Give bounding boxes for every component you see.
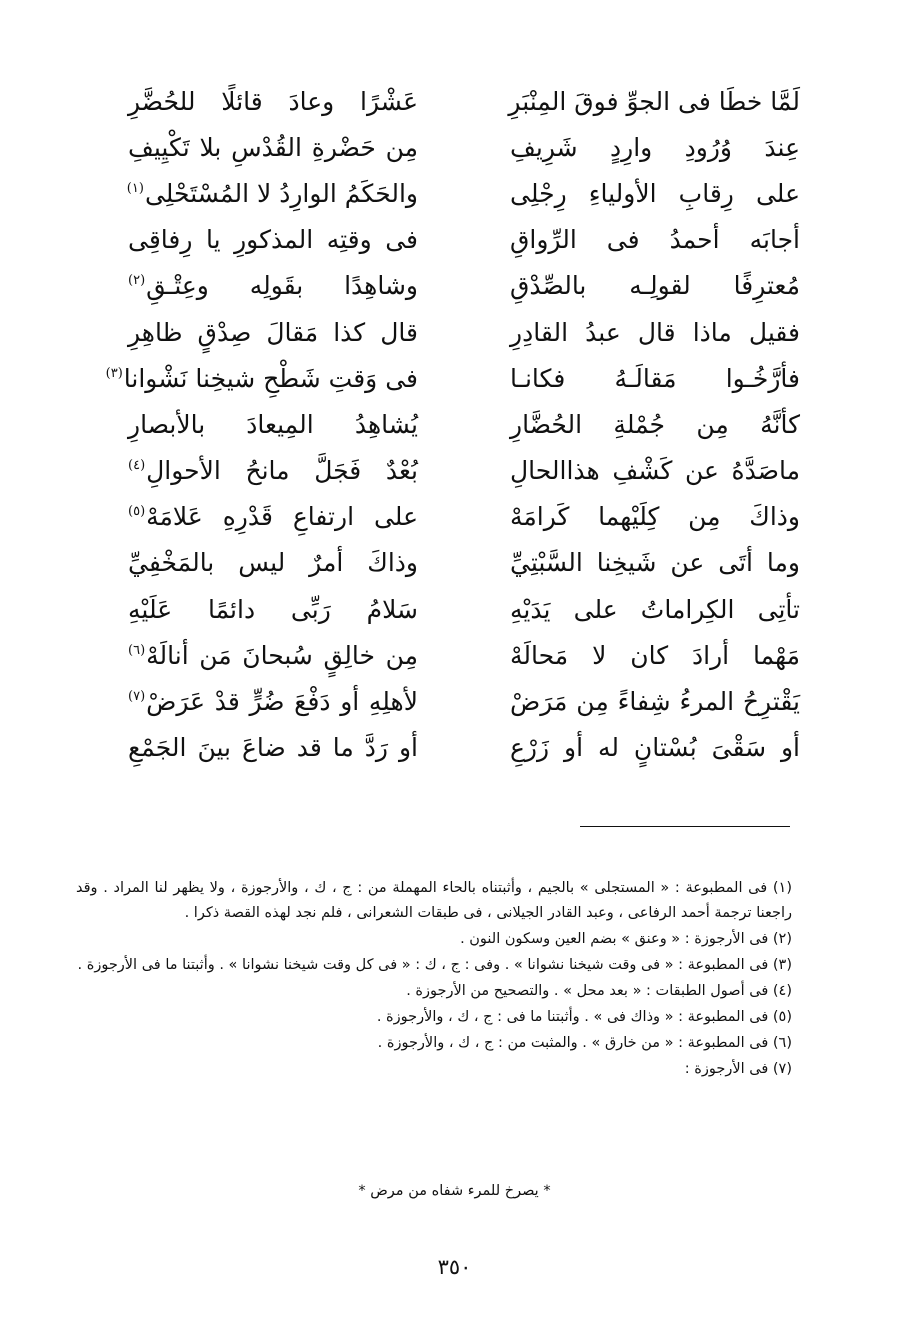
verse-second-text: بُعْدٌ فَجَلَّ مانحُ الأحوالِ bbox=[146, 456, 418, 486]
footnote-marker: (٦) bbox=[128, 642, 146, 658]
verse-first-hemistich: أو سَقْىَ بُسْتانٍ له أو زَرْعِ bbox=[510, 733, 800, 763]
verse-line bbox=[128, 217, 800, 263]
verse-second-hemistich bbox=[128, 132, 418, 162]
verse-second-text: على ارتفاعِ قَدْرِهِ عَلامَهْ bbox=[146, 502, 418, 532]
poem-verses bbox=[105, 78, 800, 771]
verse-second-text: لأهلِهِ أو دَفْعَ ضُرٍّ قدْ عَرَضْ bbox=[146, 687, 418, 717]
footnote-marker: (٣) bbox=[105, 365, 123, 381]
verse-second-hemistich bbox=[128, 225, 418, 255]
footnote-item: (٦) فى المطبوعة : « من خارق » . والمثبت من : ج ، ك ، والأرجوزة . bbox=[377, 1034, 792, 1051]
verse-line bbox=[128, 124, 800, 170]
footnote-verse-quote: * يصرخ للمرء شفاه من مرض * bbox=[358, 1183, 551, 1199]
verse-first-hemistich: مُعترِفًا لقولِـه بالصِّدْقِ bbox=[510, 271, 800, 301]
footnote-marker: (٧) bbox=[128, 689, 146, 705]
verse-line bbox=[128, 263, 800, 309]
footnote-item: (٢) فى الأرجوزة : « وعنق » بضم العين وسكون النون . bbox=[460, 930, 792, 947]
verse-second-text: يُشاهِدُ المِيعادَ بالأبصارِ bbox=[128, 409, 418, 439]
verse-second-hemistich bbox=[128, 733, 418, 763]
verse-second-hemistich bbox=[128, 317, 418, 347]
verse-first-hemistich: وذاكَ مِن كِلَيْهما كَرامَهْ bbox=[510, 502, 800, 532]
verse-second-text: وشاهِدًا بقَولِه وعِتْـقِ bbox=[146, 271, 418, 301]
verse-second-text: فى وَقتِ شَطْحِ شيخِنا نَشْوانا bbox=[123, 363, 418, 393]
verse-second-text: مِن خالِقٍ سُبحانَ مَن أنالَهْ bbox=[146, 640, 418, 670]
page-number: ٣٥٠ bbox=[437, 1255, 472, 1279]
verse-first-hemistich: عِندَ وُرُودِ وارِدٍ شَرِيفِ bbox=[510, 132, 800, 162]
verse-second-text: والحَكَمُ الوارِدُ لا المُسْتَحْلِى bbox=[144, 178, 418, 208]
verse-second-hemistich bbox=[128, 548, 418, 578]
verse-line bbox=[128, 632, 800, 678]
verse-second-hemistich bbox=[128, 687, 418, 717]
verse-line bbox=[128, 725, 800, 771]
verse-first-hemistich: فأرَّخُـوا مَقالَـهُ فكانـا bbox=[510, 363, 800, 393]
verse-first-hemistich: يَقْترِحُ المرءُ شِفاءً مِن مَرَضْ bbox=[510, 687, 800, 717]
footnote-marker: (١) bbox=[126, 180, 144, 196]
verse-second-hemistich bbox=[128, 502, 418, 532]
footnote-item: (١) فى المطبوعة : « المستجلى » بالجيم ، وأثبتناه بالحاء المهملة من : ج ، ك ، والأرجوزة ، ولا يظهر لنا المراد . وقد راجعنا ترجمة أحمد الرفاعى ، وعبد القادر الجيلانى ، فى طبقات الشعرانى ، فلم نجد لهذه القصة ذكرا . bbox=[76, 880, 792, 921]
footnote-item: (٥) فى المطبوعة : « وذاك فى » . وأثبتنا ما فى : ج ، ك ، والأرجوزة . bbox=[376, 1008, 792, 1025]
verse-line bbox=[128, 494, 800, 540]
footnote-marker: (٢) bbox=[128, 273, 146, 289]
footnote-item: (٣) فى المطبوعة : « فى وقت شيخنا نشوانا » . وفى : ج ، ك : « فى كل وقت شيخنا نشوانا » . وأثبتنا ما فى الأرجوزة . bbox=[77, 956, 792, 973]
footnote-separator bbox=[580, 826, 790, 827]
verse-second-hemistich bbox=[126, 178, 418, 208]
verse-second-hemistich bbox=[128, 640, 418, 670]
footnote-item: (٤) فى أصول الطبقات : « بعد محل » . والتصحيح من الأرجوزة . bbox=[406, 982, 792, 999]
verse-line bbox=[128, 586, 800, 632]
verse-second-text: فى وقتِه المذكورِ يا رِفاقِى bbox=[128, 225, 418, 255]
verse-second-text: قال كذا مَقالَ صِدْقٍ ظاهِرِ bbox=[128, 317, 418, 347]
verse-line bbox=[128, 401, 800, 447]
verse-second-hemistich bbox=[128, 456, 418, 486]
footnote-marker: (٥) bbox=[128, 504, 146, 520]
verse-line bbox=[105, 355, 800, 401]
verse-first-hemistich: كأنَّهُ مِن جُمْلةِ الحُضَّارِ bbox=[510, 409, 800, 439]
verse-second-text: أو رَدَّ ما قد ضاعَ بينَ الجَمْعِ bbox=[128, 733, 418, 763]
verse-second-hemistich bbox=[128, 271, 418, 301]
verse-first-hemistich: لَمَّا خطَا فى الجوِّ فوقَ المِنْبَرِ bbox=[508, 86, 800, 116]
footnote-marker: (٤) bbox=[128, 458, 146, 474]
verse-second-hemistich bbox=[128, 594, 418, 624]
verse-line bbox=[128, 78, 800, 124]
verse-first-hemistich: أجابَه أحمدُ فى الرِّواقِ bbox=[510, 225, 800, 255]
verse-first-hemistich: على رِقابِ الأولياءِ رِجْلِى bbox=[510, 178, 800, 208]
verse-second-hemistich bbox=[105, 363, 418, 393]
verse-line bbox=[128, 448, 800, 494]
verse-first-hemistich: فقيل ماذا قال عبدُ القادِرِ bbox=[510, 317, 800, 347]
verse-second-text: مِن حَضْرةِ القُدْسِ بلا تَكْيِيفِ bbox=[128, 132, 418, 162]
verse-first-hemistich: ماصَدَّهُ عن كَشْفِ هذاالحالِ bbox=[510, 456, 800, 486]
footnotes bbox=[76, 876, 792, 1083]
verse-second-text: عَشْرًا وعادَ قائلًا للحُضَّرِ bbox=[128, 86, 418, 116]
verse-second-hemistich bbox=[128, 86, 418, 116]
verse-line bbox=[128, 309, 800, 355]
verse-line bbox=[128, 170, 800, 216]
verse-first-hemistich: مَهْما أرادَ كان لا مَحالَهْ bbox=[510, 640, 800, 670]
verse-line bbox=[128, 678, 800, 724]
footnote-item: (٧) فى الأرجوزة : bbox=[684, 1060, 792, 1077]
verse-first-hemistich: تأتِى الكِراماتُ على يَدَيْهِ bbox=[510, 594, 800, 624]
verse-second-hemistich bbox=[128, 409, 418, 439]
verse-first-hemistich: وما أتَى عن شَيخِنا السَّبْتِيِّ bbox=[510, 548, 800, 578]
verse-line bbox=[128, 540, 800, 586]
verse-second-text: سَلامُ رَبِّى دائمًا عَلَيْهِ bbox=[128, 594, 418, 624]
verse-second-text: وذاكَ أمرٌ ليس بالمَخْفِيِّ bbox=[128, 548, 418, 578]
